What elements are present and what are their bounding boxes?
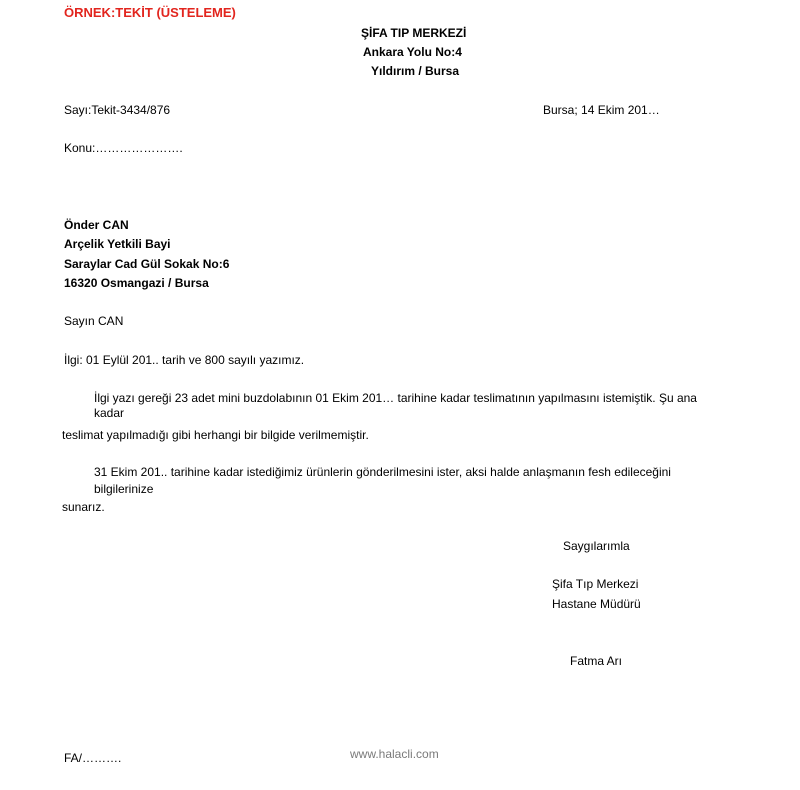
signature-title: Hastane Müdürü [552, 597, 641, 611]
paragraph-2-line-1: 31 Ekim 201.. tarihine kadar istediğimiz ürünlerin gönderilmesini ister, aksi halde anlaşmanın fesh edileceğini [94, 465, 671, 479]
letterhead-name: ŞİFA TIP MERKEZİ [361, 26, 467, 40]
signature-organization: Şifa Tıp Merkezi [552, 577, 639, 591]
salutation: Sayın CAN [64, 314, 124, 328]
paragraph-2-line-2: bilgilerinize [94, 482, 154, 496]
paragraph-1-line-3: teslimat yapılmadığı gibi herhangi bir bilgide verilmemiştir. [62, 428, 369, 442]
recipient-name: Önder CAN [64, 218, 129, 232]
paragraph-2-line-3: sunarız. [62, 500, 105, 514]
recipient-company: Arçelik Yetkili Bayi [64, 237, 171, 251]
recipient-street: Saraylar Cad Gül Sokak No:6 [64, 257, 230, 271]
signature-name: Fatma Arı [570, 654, 623, 668]
closing: Saygılarımla [563, 539, 630, 553]
regarding-line: İlgi: 01 Eylül 201.. tarih ve 800 sayılı yazımız. [64, 353, 305, 367]
place-date: Bursa; 14 Ekim 201… [543, 103, 660, 117]
paragraph-1-line-1: İlgi yazı gereği 23 adet mini buzdolabının 01 Ekim 201… tarihine kadar teslimatının yapılmasını istemiştik. Şu ana [94, 391, 697, 405]
sample-label: ÖRNEK:TEKİT (ÜSTELEME) [64, 5, 236, 20]
letterhead-address-line1: Ankara Yolu No:4 [363, 45, 462, 59]
watermark-text: www.halacli.com [350, 747, 439, 761]
paragraph-1-line-2: kadar [94, 406, 125, 420]
letterhead-address-line2: Yıldırım / Bursa [371, 64, 460, 78]
reference-number: Sayı:Tekit-3434/876 [64, 103, 171, 117]
initials: FA/………. [64, 751, 122, 765]
recipient-city: 16320 Osmangazi / Bursa [64, 276, 209, 290]
subject-line: Konu:…………………. [64, 141, 183, 155]
